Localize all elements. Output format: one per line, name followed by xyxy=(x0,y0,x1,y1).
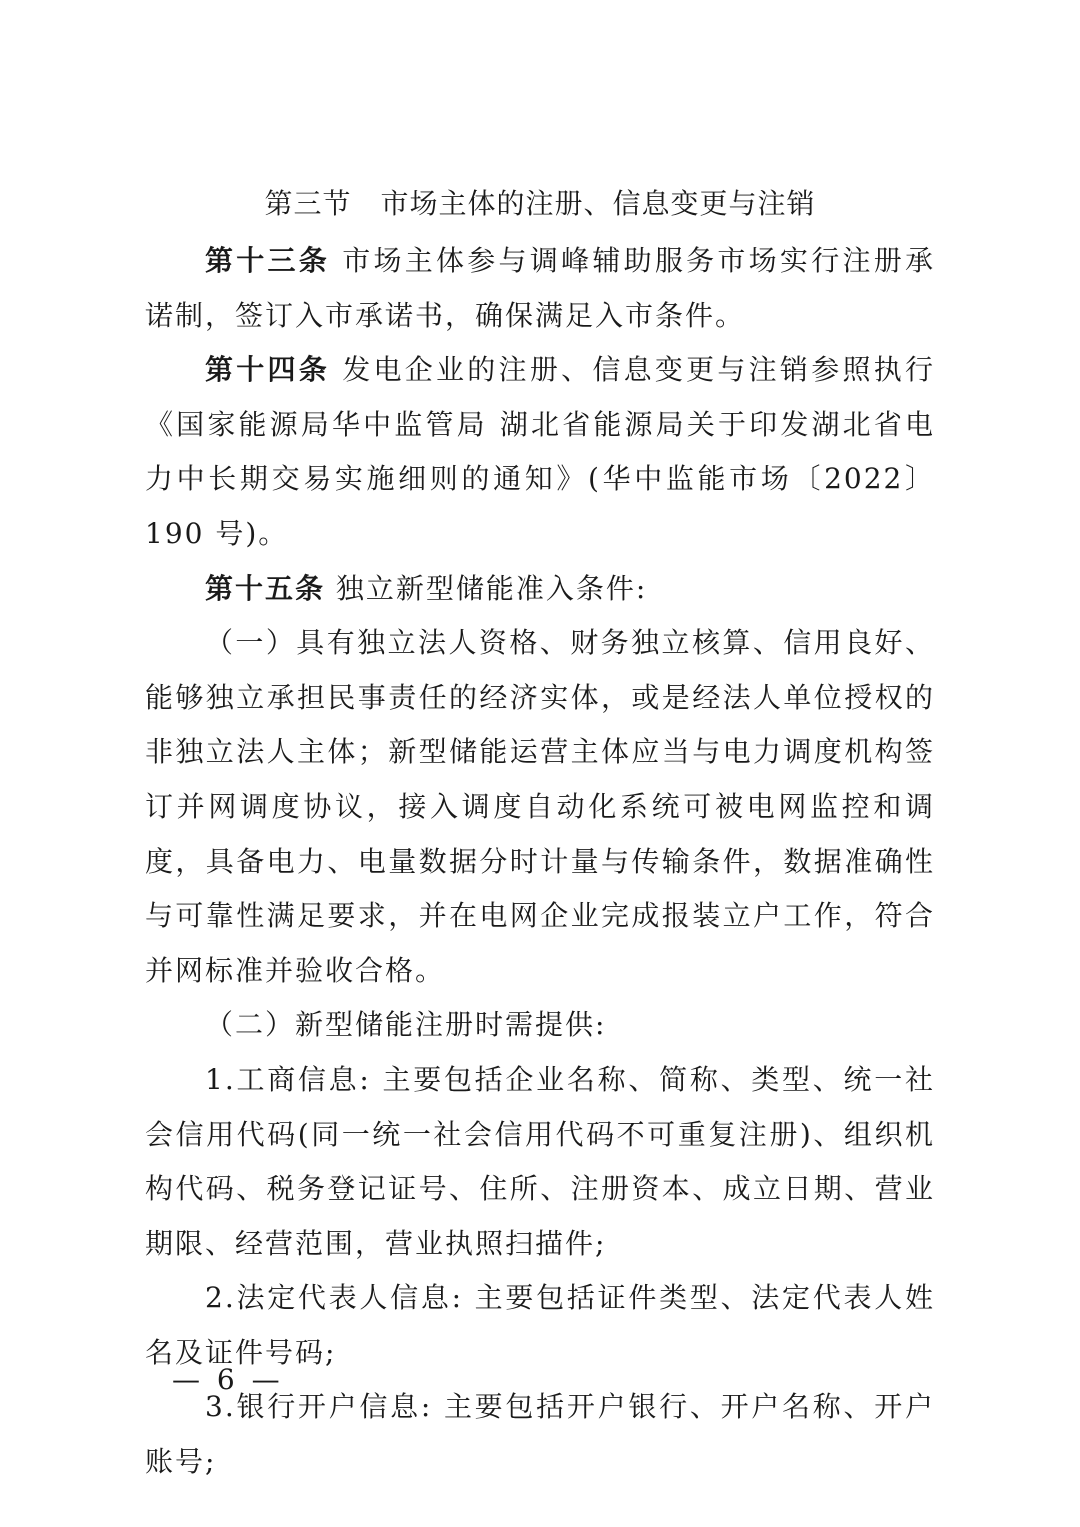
clause-text: （一）具有独立法人资格、财务独立核算、信用良好、能够独立承担民事责任的经济实体，或是经法人单位授权的非独立法人主体；新型储能运营主体应当与电力调度机构签订并网调度协议，接入调度自动化系统可被电网监控和调度，具备电力、电量数据分时计量与传输条件，数据准确性与可靠性满足要求，并在电网企业完成报装立户工作，符合并网标准并验收合格。 xyxy=(145,626,935,987)
clause-text: （二）新型储能注册时需提供: xyxy=(205,1008,607,1042)
item-text: 1.工商信息: 主要包括企业名称、简称、类型、统一社会信用代码(同一统一社会信用代码不可重复注册)、组织机构代码、税务登记证号、住所、注册资本、成立日期、营业期限、经营范围，营业执照扫描件; xyxy=(145,1062,935,1260)
section-title: 第三节 市场主体的注册、信息变更与注销 xyxy=(264,187,816,220)
document-page xyxy=(145,178,935,1490)
article-15 xyxy=(145,562,935,617)
item-1 xyxy=(145,1053,935,1271)
page-number: — 6 — xyxy=(172,1363,284,1396)
item-text: 3.银行开户信息: 主要包括开户银行、开户名称、开户账号; xyxy=(145,1390,935,1479)
article-14 xyxy=(145,343,935,561)
clause-1 xyxy=(145,616,935,998)
article-label: 第十四条 xyxy=(205,353,331,387)
article-text: 市场主体参与调峰辅助服务市场实行注册承诺制，签订入市承诺书，确保满足入市条件。 xyxy=(145,244,935,332)
article-label: 第十三条 xyxy=(205,244,331,277)
clause-2 xyxy=(145,998,935,1053)
article-text: 独立新型储能准入条件: xyxy=(325,571,648,605)
article-label: 第十五条 xyxy=(205,571,326,605)
article-13 xyxy=(145,234,935,343)
item-text: 2.法定代表人信息: 主要包括证件类型、法定代表人姓名及证件号码; xyxy=(145,1281,935,1369)
article-text: 发电企业的注册、信息变更与注销参照执行《国家能源局华中监管局 湖北省能源局关于印发湖北省电力中长期交易实施细则的通知》(华中监能市场〔2022〕190 号)。 xyxy=(145,353,935,550)
